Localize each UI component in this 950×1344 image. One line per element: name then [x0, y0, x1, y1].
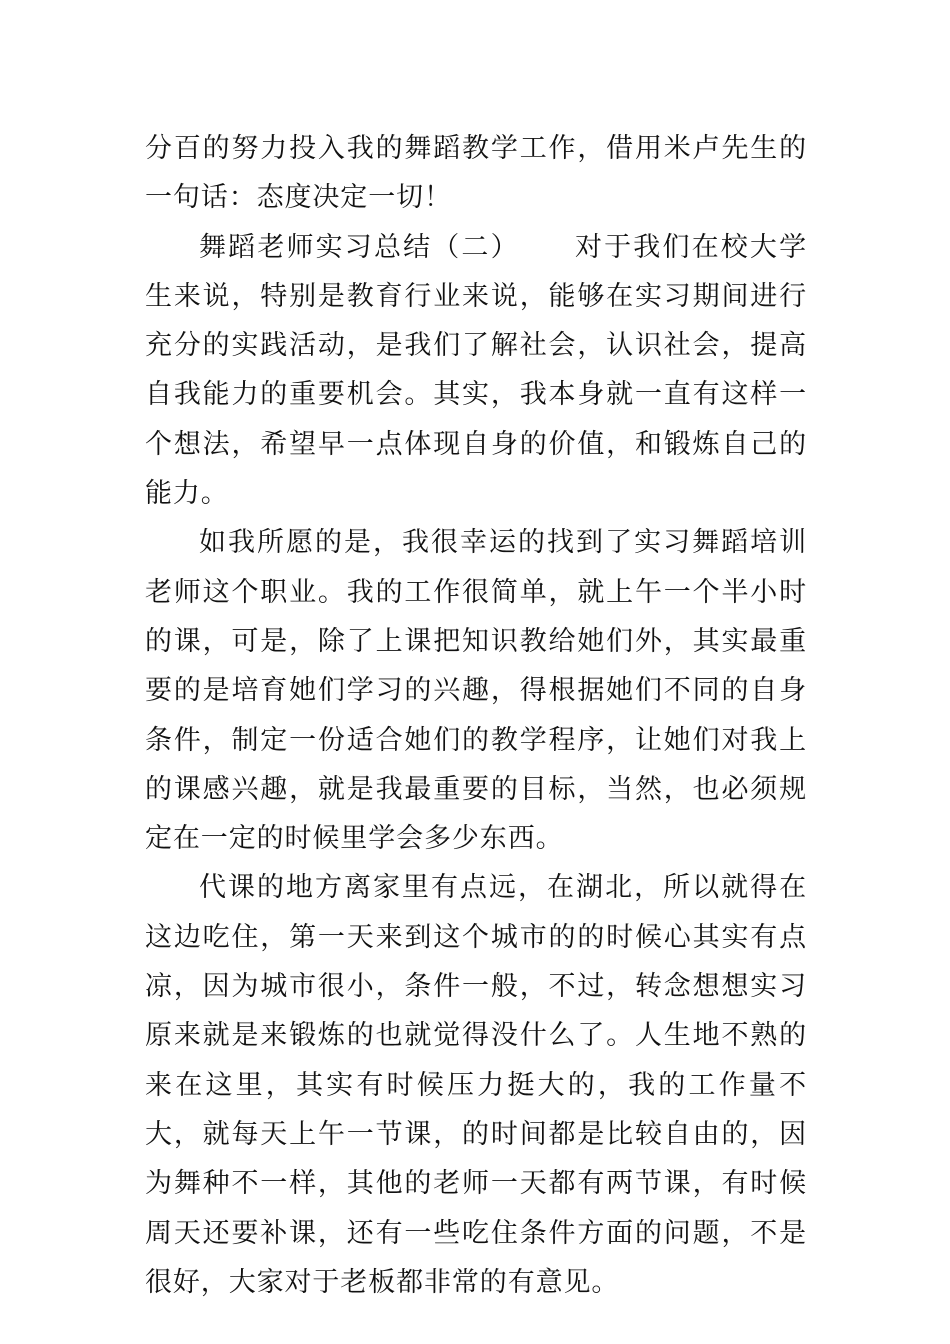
paragraph-1: 分百的努力投入我的舞蹈教学工作，借用米卢先生的一句话：态度决定一切！ [145, 133, 807, 214]
paragraph-4: 代课的地方离家里有点远，在湖北，所以就得在这边吃住，第一天来到这个城市的的时候心其实有点凉，因为城市很小，条件一般，不过，转念想想实习原来就是来锻炼的也就觉得没什么了。人生地不熟的来在这里，其实有时候压力挺大的，我的工作量不大，就每天上午一节课，的时间都是比较自由的，因为舞种不一样，其他的老师一天都有两节课，有时候周天还要补课，还有一些吃住条件方面的问题，不是很好，大家对于老板都非常的有意见。 [145, 872, 807, 1298]
paragraph-2 [145, 223, 807, 519]
paragraph-2-text: 对于我们在校大学生来说，特别是教育行业来说，能够在实习期间进行充分的实践活动，是我们了解社会，认识社会，提高自我能力的重要机会。其实，我本身就一直有这样一个想法，希望早一点体现自身的价值，和锻炼自己的能力。 [145, 231, 807, 510]
paragraph-3: 如我所愿的是，我很幸运的找到了实习舞蹈培训老师这个职业。我的工作很简单，就上午一个半小时的课，可是，除了上课把知识教给她们外，其实最重要的是培育她们学习的兴趣，得根据她们不同的自身条件，制定一份适合她们的教学程序，让她们对我上的课感兴趣，就是我最重要的目标，当然，也必须规定在一定的时候里学会多少东西。 [145, 527, 807, 855]
document-body [145, 124, 807, 1307]
section-title: 舞蹈老师实习总结（二） [199, 231, 520, 263]
